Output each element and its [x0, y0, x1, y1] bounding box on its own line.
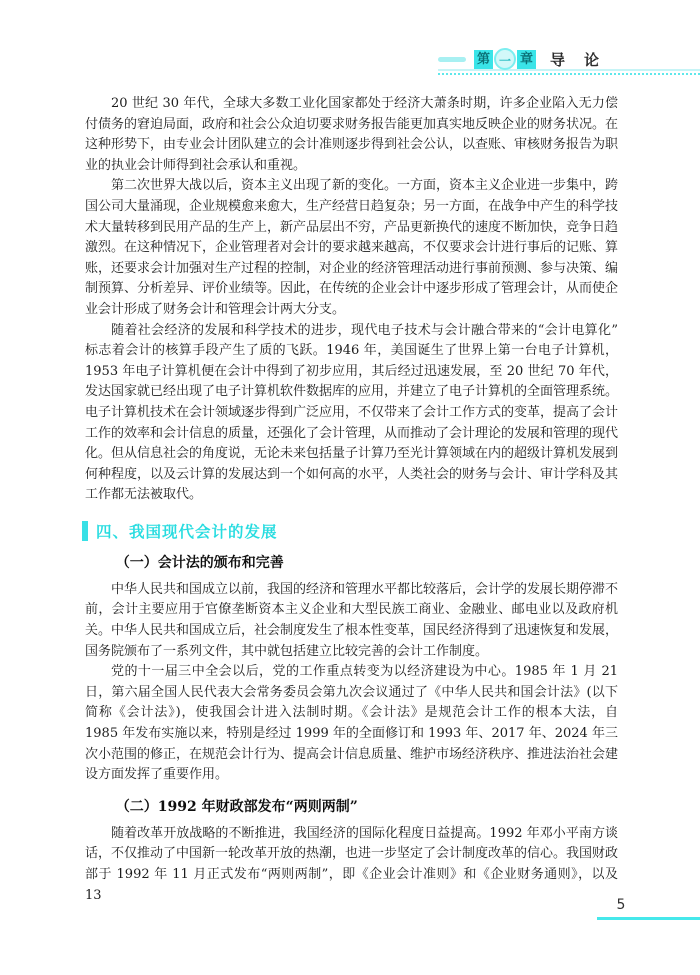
section-heading [82, 520, 618, 542]
chapter-badge-char-2: 一 [494, 48, 516, 70]
chapter-badge-char-1: 第 [474, 50, 493, 69]
footer-rule [597, 917, 700, 920]
chapter-badge [438, 46, 601, 72]
chapter-badge-char-3: 章 [517, 50, 536, 69]
text-column [85, 94, 618, 906]
subsection-1-paragraph-1: 中华人民共和国成立以前，我国的经济和管理水平都比较落后，会计学的发展长期停滞不前，会计主要应用于官僚垄断资本主义企业和大型民族工商业、金融业、邮电业以及政府机关。中华人民共和国成立后，社会制度发生了根本性变革，国民经济得到了迅速恢复和发展，国务院颁布了一系列文件，其中就包括建立比较完善的会计工作制度。 [85, 581, 619, 659]
intro-paragraph-2: 第二次世界大战以后，资本主义出现了新的变化。一方面，资本主义企业进一步集中，跨国公司大量涌现，企业规模愈来愈大，生产经营日趋复杂；另一方面，在战争中产生的科学技术大量转移到民用产品的生产上，新产品层出不穷，产品更新换代的速度不断加快，竞争日趋激烈。在这种情况下，企业管理者对会计的要求越来越高，不仅要求会计进行事后的记账、算账，还要求会计加强对生产过程的控制，对企业的经济管理活动进行事前预测、参与决策、编制预算、分析差异、评价业绩等。因此，在传统的企业会计中逐步形成了管理会计，从而使企业会计形成了财务会计和管理会计两大分支。 [85, 178, 619, 317]
subsection-1-heading: （一）会计法的颁布和完善 [115, 554, 284, 571]
chapter-title: 导 论 [550, 50, 602, 69]
section-heading-bar [82, 521, 88, 541]
running-head [438, 46, 700, 76]
header-rule-dotted [438, 73, 700, 75]
intro-paragraph-3: 随着社会经济的发展和科学技术的进步，现代电子技术与会计融合带来的“会计电算化”标志着会计的核算手段产生了质的飞跃。1946 年，美国诞生了世界上第一台电子计算机，1953 年电子计算机便在会计中得到了初步应用，其后经过迅速发展，至 20 世纪 70 年代，发达国家就已经出现了电子计算机软件数据库的应用，并建立了电子计算机的全面管理系统。电子计算机技术在会计领域逐步得到广泛应用，不仅带来了会计工作方式的变革，提高了会计工作的效率和会计信息的质量，还强化了会计管理，从而推动了会计理论的发展和管理的现代化。但从信息社会的角度说，无论未来包括量子计算乃至光计算领域在内的超级计算机发展到何种程度，以及云计算的发展达到一个如何高的水平，人类社会的财务与会计、审计学科及其工作都无法被取代。 [85, 322, 619, 503]
intro-paragraph-1: 20 世纪 30 年代，全球大多数工业化国家都处于经济大萧条时期，许多企业陷入无力偿付债务的窘迫局面，政府和社会公众迫切要求财务报告能更加真实地反映企业的财务状况。在这种形势下，由专业会计团队建立的会计准则逐步得到社会公认，以查账、审核财务报告为职业的执业会计师得到社会承认和重视。 [85, 96, 619, 173]
section-heading-title: 四、我国现代会计的发展 [96, 522, 278, 541]
subsection-2-heading: （二）1992 年财政部发布“两则两制” [115, 798, 358, 815]
page-number: 5 [616, 897, 626, 913]
subsection-1-paragraph-2: 党的十一届三中全会以后，党的工作重点转变为以经济建设为中心。1985 年 1 月 21 日，第六届全国人民代表大会常务委员会第九次会议通过了《中华人民共和国会计法》(以下简称《会计法》)，使我国会计进入法制时期。《会计法》是规范会计工作的根本大法，自 1985 年发布实施以来，特别是经过 1999 年的全面修订和 1993 年、2017 年、2024 年三次小范围的修正，在规范会计行为、提高会计信息质量、维护市场经济秩序、推进法治社会建设方面发挥了重要作用。 [85, 664, 619, 783]
subsection-2-paragraph-1: 随着改革开放战略的不断推进，我国经济的国际化程度日益提高。1992 年邓小平南方谈话，不仅推动了中国新一轮改革开放的热潮，也进一步坚定了会计制度改革的信心。我国财政部于 1992 年 11 月正式发布“两则两制”，即《企业会计准则》和《企业财务通则》，以及 13 [85, 825, 619, 903]
header-lead-line [438, 57, 466, 62]
